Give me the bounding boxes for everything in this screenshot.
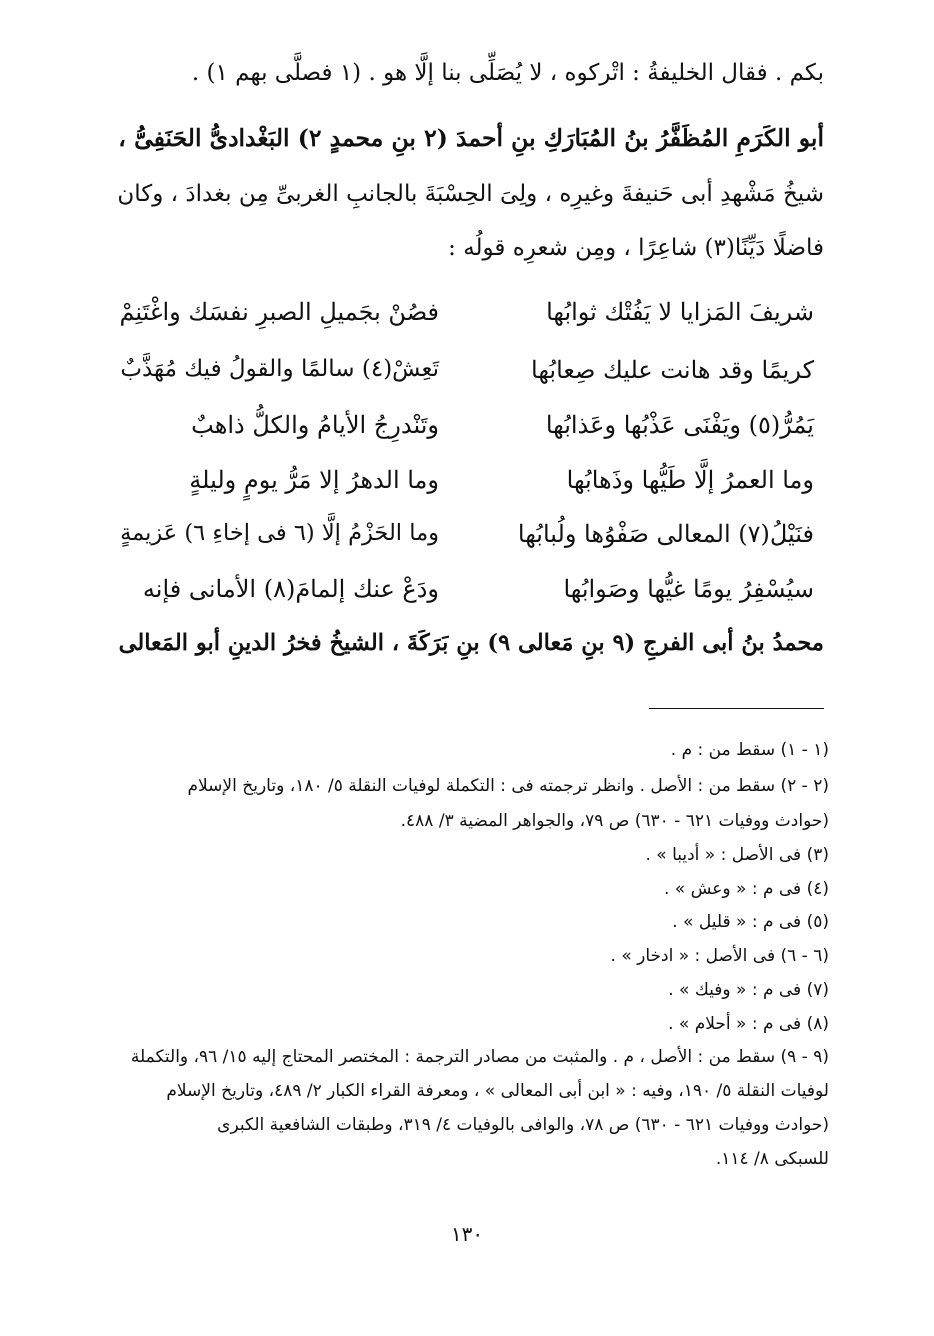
biography-heading-2: محمدُ بنُ أبى الفرجِ (٩ بنِ مَعالى ٩) بنِ بَرَكَةَ ، الشيخُ فخرُ الدينِ أبو المَعالى — [118, 630, 824, 656]
footnote-line: (٣) فى الأصل : « أديبا » . — [645, 845, 829, 865]
biography-heading-1: أبو الكَرَمِ المُظَفَّرُ بنُ المُبَارَكِ بنِ أحمدَ (٢ بنِ محمدٍ ٢) البَغْدادىُّ الحَنَفِىُّ ، — [118, 124, 824, 152]
verse-5-second-hemistich: فنَيْلُ(٧) المعالى صَفْوُها ولُبابُها — [517, 520, 814, 548]
footnote-line: (٦ - ٦) فى الأصل : « ادخار » . — [610, 946, 829, 966]
verse-3-first-hemistich: وتَنْدرِجُ الأيامُ والكلُّ ذاهبٌ — [191, 411, 439, 439]
verse-1-first-hemistich: فصُنْ بجَميلِ الصبرِ نفسَك واغْتَنِمْ — [119, 298, 439, 326]
body-line-1: بكم . فقال الخليفةُ : اتْركوه ، لا يُصَلِّى بنا إلَّا هو . (١ فصلَّى بهم ١) . — [191, 60, 824, 86]
footnote-separator — [649, 708, 824, 709]
footnote-line: (٩ - ٩) سقط من : الأصل ، م . والمثبت من مصادر الترجمة : المختصر المحتاج إليه ١٥/ ٩٦، والتكملة — [130, 1047, 829, 1067]
footnote-line: لوفيات النقلة ٥/ ١٩٠، وفيه : « ابن أبى المعالى » ، ومعرفة القراء الكبار ٢/ ٤٨٩، وتاريخ الإسلام — [166, 1081, 829, 1101]
verse-5-first-hemistich: وما الحَزْمُ إلَّا (٦ فى إخاءِ ٦) عَزيمةٍ — [120, 520, 439, 546]
page-number: ١٣٠ — [450, 1222, 484, 1246]
body-line-4: فاضلًا دَيِّنًا(٣) شاعِرًا ، ومِن شعرِه قولُه : — [448, 235, 824, 261]
verse-6-first-hemistich: ودَعْ عنك إلمامَ(٨) الأمانى فإنه — [142, 575, 439, 603]
footnote-line: (٤) فى م : « وعش » . — [663, 879, 829, 899]
footnote-line: للسبكى ٨/ ١١٤. — [715, 1149, 829, 1169]
verse-2-first-hemistich: تَعِشْ(٤) سالمًا والقولُ فيك مُهَذَّبٌ — [120, 356, 439, 382]
footnote-line: (٢ - ٢) سقط من : الأصل . وانظر ترجمته فى : التكملة لوفيات النقلة ٥/ ١٨٠، وتاريخ الإسلام — [187, 776, 829, 796]
footnote-line: (٧) فى م : « وفيك » . — [668, 980, 829, 1000]
verse-3-second-hemistich: يَمُرُّ(٥) ويَفْنَى عَذْبُها وعَذابُها — [545, 411, 814, 439]
verse-1-second-hemistich: شريفَ المَزايا لا يَفُتْك ثوابُها — [546, 298, 814, 326]
footnote-line: (٥) فى م : « قليل » . — [672, 912, 829, 932]
footnote-line: (حوادث ووفيات ٦٢١ - ٦٣٠) ص ٧٨، والوافى بالوفيات ٤/ ٣١٩، وطبقات الشافعية الكبرى — [217, 1115, 829, 1135]
verse-2-second-hemistich: كريمًا وقد هانت عليك صِعابُها — [531, 356, 814, 384]
footnote-line: (حوادث ووفيات ٦٢١ - ٦٣٠) ص ٧٩، والجواهر المضية ٣/ ٤٨٨. — [400, 811, 829, 831]
verse-4-first-hemistich: وما الدهرُ إلا مَرُّ يومٍ وليلةٍ — [189, 466, 439, 494]
footnote-line: (٨) فى م : « أحلام » . — [668, 1014, 829, 1034]
body-line-3: شيخُ مَشْهدِ أبى حَنيفةَ وغيرِه ، ولِىَ الحِسْبَةَ بالجانبِ الغربىِّ مِن بغدادَ ، وكان — [117, 181, 824, 207]
verse-4-second-hemistich: وما العمرُ إلَّا طَيُّها وذَهابُها — [566, 466, 814, 494]
verse-6-second-hemistich: سيُسْفِرُ يومًا غيُّها وصَوابُها — [563, 575, 814, 603]
footnote-line: (١ - ١) سقط من : م . — [670, 740, 829, 760]
